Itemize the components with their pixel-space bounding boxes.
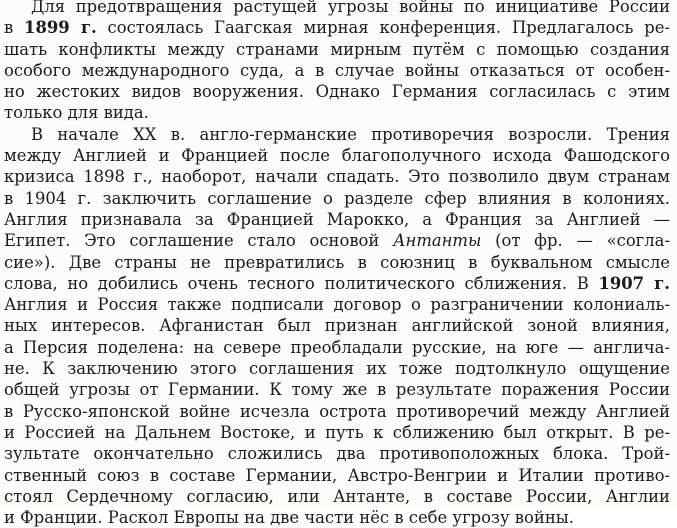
text-line: [4, 315, 670, 336]
text-segment: между Англией и Францией после благополучного исхода Фашодского: [4, 146, 670, 166]
text-segment: не. К заключению этого соглашения их тоже подтолкнуло ощущение: [4, 359, 670, 379]
bold-text: 1899 г.: [24, 18, 97, 38]
text-segment: ственный союз в составе Германии, Австро-Венгрии и Италии противо-: [4, 465, 670, 485]
text-line: [4, 39, 670, 60]
text-segment: но жестоких видов вооружения. Однако Германия согласилась с этим: [4, 82, 670, 102]
text-segment: а Персия поделена: на севере преобладали русские, на юге — англича-: [4, 337, 670, 357]
text-line: [4, 465, 670, 486]
text-segment: шать конфликты между странами мирным путём с помощью создания: [4, 39, 670, 59]
text-segment: в 1904 г. заключить соглашение о разделе сфер влияния в колониях.: [4, 188, 670, 208]
text-segment: Египет. Это соглашение стало основой: [4, 231, 394, 251]
text-line: [4, 379, 670, 400]
text-line: [4, 507, 670, 528]
text-line: [4, 337, 670, 358]
text-line: [4, 443, 670, 464]
text-line: [4, 358, 670, 379]
text-line: [4, 230, 670, 251]
italic-text: Антанты: [393, 231, 482, 251]
text-segment: слова, но добились очень тесного политического сближения. В: [4, 273, 599, 293]
text-segment: общей угрозы от Германии. К тому же в результате поражения России: [4, 380, 670, 400]
text-line: [4, 422, 670, 443]
text-line: [4, 81, 670, 102]
text-line: [4, 273, 670, 294]
text-line: [4, 124, 670, 145]
text-segment: состоялась Гаагская мирная конференция. Предлагалось ре-: [96, 18, 670, 38]
text-segment: и Россией на Дальнем Востоке, и путь к сближению был открыт. В ре-: [4, 422, 670, 442]
text-segment: зультате окончательно сложились два противоположных блока. Трой-: [4, 444, 670, 464]
text-line: [4, 0, 670, 17]
paragraph: [4, 0, 670, 124]
text-segment: Англия признавала за Францией Марокко, а Франция за Англией —: [4, 209, 670, 229]
text-segment: сие»). Две страны не превратились в союзниц в буквальном смысле: [4, 252, 670, 272]
text-segment: (от фр. — «согла-: [481, 231, 670, 251]
text-line: [4, 166, 670, 187]
text-line: [4, 60, 670, 81]
text-line: [4, 102, 670, 123]
text-line: [4, 188, 670, 209]
text-line: [4, 294, 670, 315]
text-segment: в Русско-японской войне исчезла острота противоречий между Англией: [4, 401, 670, 421]
text-line: [4, 209, 670, 230]
text-line: [4, 252, 670, 273]
text-block: [4, 0, 670, 528]
text-segment: В начале XX в. англо-германские противоречия возросли. Трения: [31, 124, 670, 144]
text-line: [4, 17, 670, 38]
text-segment: стоял Сердечному согласию, или Антанте, в составе России, Англии: [4, 486, 670, 506]
text-segment: кризиса 1898 г., наоборот, начали спадать. Это позволило двум странам: [4, 167, 670, 187]
text-line: [4, 401, 670, 422]
text-segment: в: [4, 18, 25, 38]
text-segment: и Франции. Раскол Европы на две части нёс в себе угрозу войны.: [4, 508, 575, 528]
text-line: [4, 486, 670, 507]
text-segment: Англия и Россия также подписали договор о разграничении колониаль-: [4, 295, 670, 315]
text-segment: Для предотвращения растущей угрозы войны по инициативе России: [31, 0, 670, 16]
text-line: [4, 145, 670, 166]
text-segment: ных интересов. Афганистан был признан английской зоной влияния,: [4, 316, 670, 336]
text-segment: особого международного суда, а в случае войны отказаться от особен-: [4, 60, 670, 80]
bold-text: 1907 г.: [598, 273, 671, 293]
paragraph: [4, 124, 670, 528]
text-segment: только для вида.: [4, 103, 149, 123]
